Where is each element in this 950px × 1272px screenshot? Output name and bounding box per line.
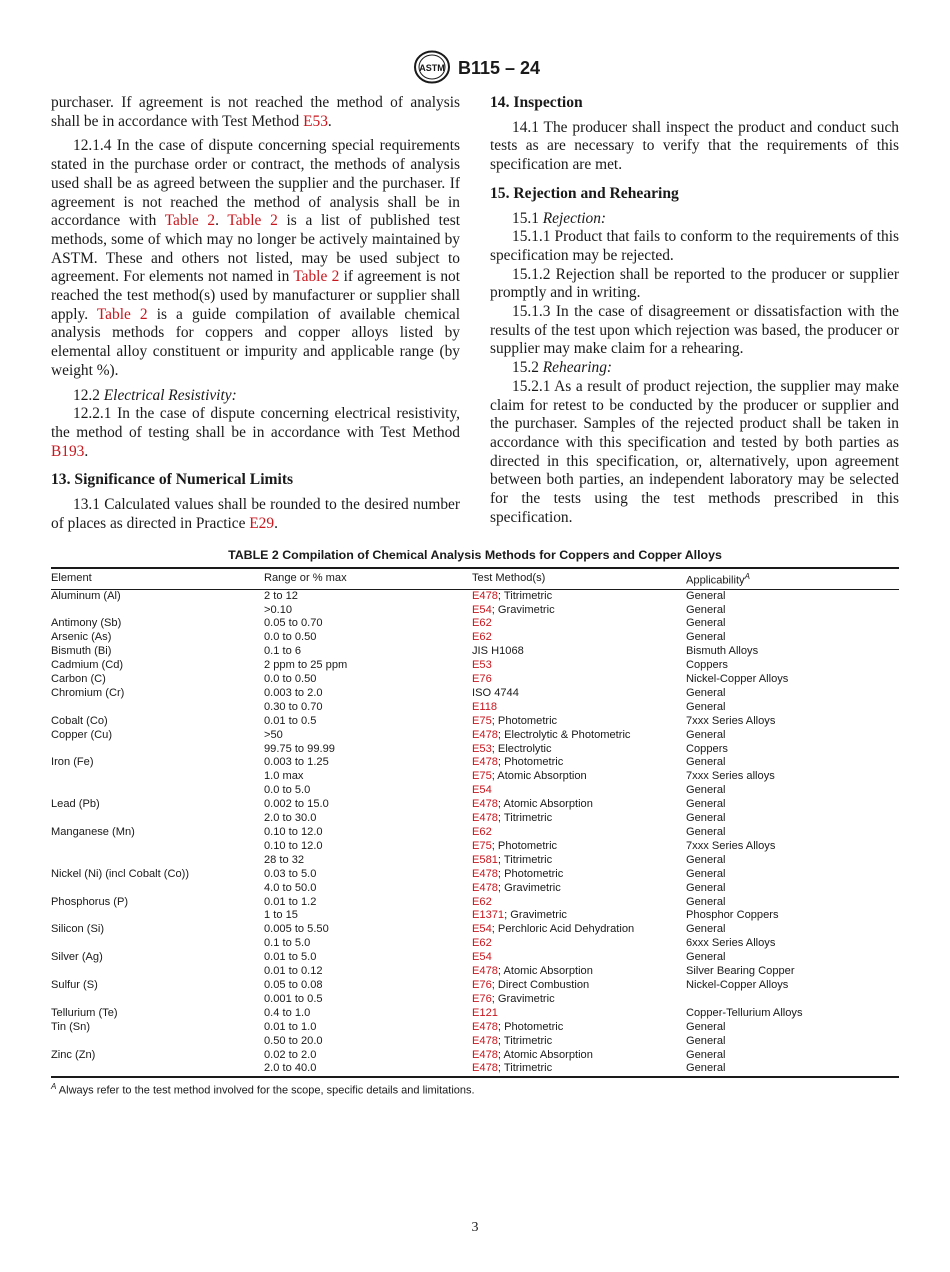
cell-applicability: General: [686, 631, 726, 644]
test-method-description: ; Electrolytic: [491, 742, 552, 755]
test-method-link[interactable]: E54: [472, 923, 492, 936]
table-row: [51, 617, 899, 631]
cell-applicability: General: [686, 951, 726, 964]
table-header-row: [51, 568, 899, 589]
cell-range: 4.0 to 50.0: [264, 881, 317, 894]
header-method: Test Method(s): [472, 568, 686, 589]
cell-method: [472, 770, 686, 784]
cell-method: [472, 993, 686, 1007]
table-row: [51, 812, 899, 826]
test-method-link[interactable]: E478: [472, 867, 498, 880]
cell-element: Cobalt (Co): [51, 714, 108, 727]
table-row: [51, 673, 899, 687]
cell-element: [51, 1062, 264, 1077]
cell-range: 0.05 to 0.08: [264, 978, 323, 991]
paragraph-13-1: 13.1 Calculated values shall be rounded to the desired number of places as directed in Practice E29.: [51, 496, 460, 532]
cell-element: Iron (Fe): [51, 756, 94, 769]
test-method-link[interactable]: E478: [472, 1020, 498, 1033]
test-method-link[interactable]: E478: [472, 798, 498, 811]
cell-method: [472, 645, 686, 659]
test-method-description: ; Photometric: [497, 867, 564, 880]
cell-method: [472, 756, 686, 770]
test-method-link[interactable]: E118: [472, 700, 498, 713]
link-e53[interactable]: E53: [303, 112, 328, 130]
cell-range: 0.0 to 5.0: [264, 784, 311, 797]
test-method-description: ; Photometric: [497, 756, 564, 769]
cell-applicability: Phosphor Coppers: [686, 909, 779, 922]
test-method-link[interactable]: E478: [472, 1062, 498, 1075]
cell-applicability: 7xxx Series Alloys: [686, 839, 776, 852]
cell-element: Nickel (Ni) (incl Cobalt (Co)): [51, 867, 190, 880]
cell-applicability: Coppers: [686, 659, 728, 672]
cell-applicability: Nickel-Copper Alloys: [686, 978, 789, 991]
test-method-link[interactable]: E76: [472, 978, 492, 991]
cell-range: 0.50 to 20.0: [264, 1034, 323, 1047]
page-header: [0, 50, 950, 86]
table-row: [51, 715, 899, 729]
cell-range: 0.003 to 1.25: [264, 756, 329, 769]
cell-applicability: General: [686, 700, 726, 713]
cell-applicability: General: [686, 1034, 726, 1047]
cell-applicability: Coppers: [686, 742, 728, 755]
cell-method: [472, 951, 686, 965]
cell-element: [51, 937, 264, 951]
table-row: [51, 701, 899, 715]
test-method-link[interactable]: E62: [472, 617, 492, 630]
cell-range: 0.003 to 2.0: [264, 686, 323, 699]
cell-method: [472, 729, 686, 743]
cell-method: [472, 826, 686, 840]
cell-applicability: Copper-Tellurium Alloys: [686, 1006, 803, 1019]
section-15-heading: 15. Rejection and Rehearing: [490, 184, 679, 202]
cell-range: 0.1 to 6: [264, 645, 302, 658]
cell-element: Phosphorus (P): [51, 895, 129, 908]
cell-method: [472, 701, 686, 715]
table-row: [51, 631, 899, 645]
cell-applicability: General: [686, 853, 726, 866]
table-title: TABLE 2 Compilation of Chemical Analysis Methods for Coppers and Copper Alloys: [228, 548, 722, 562]
table-row: [51, 659, 899, 673]
test-method-description: ; Perchloric Acid Dehydration: [491, 923, 635, 936]
test-method-description: ; Atomic Absorption: [497, 798, 593, 811]
paragraph-15-2: 15.2 Rehearing:: [512, 359, 613, 377]
table-row: [51, 868, 899, 882]
table-row: [51, 756, 899, 770]
test-method-description: ; Electrolytic & Photometric: [497, 728, 631, 741]
paragraph-12-1-4: 12.1.4 In the case of dispute concerning special requirements stated in the purchase order or contract, the methods of analysis used shall be as agreed between the supplier and the purchaser. If agreement is not reached the method of analysis shall be in accordance with Table 2. Table 2 is a list of published test methods, some of which may no longer be actively maintained by ASTM. These and others not listed, may be used subject to agreement. For elements not named in Table 2 if agreement is not reached the test method(s) used by manufacturer or supplier shall apply. Table 2 is a guide compilation of available chemical analysis methods for coppers and copper alloys listed by elemental alloy constituent or impurity and applicable range (by weight %).: [51, 137, 460, 379]
table-row: [51, 896, 899, 910]
test-method-description: ; Photometric: [497, 1020, 564, 1033]
test-method-link[interactable]: E54: [472, 784, 492, 797]
paragraph-15-1-3: 15.1.3 In the case of disagreement or dissatisfaction with the results of the test upon which rejection was based, the producer or supplier may make claim for a rehearing.: [490, 303, 899, 358]
link-b193[interactable]: B193: [51, 442, 85, 460]
paragraph-15-1-2: 15.1.2 Rejection shall be reported to the producer or supplier promptly and in writing.: [490, 265, 899, 302]
test-method-description: ; Gravimetric: [497, 881, 561, 894]
analysis-methods-table: [51, 567, 899, 1078]
table-row: [51, 770, 899, 784]
cell-method: [472, 784, 686, 798]
test-method-link[interactable]: E53: [472, 742, 492, 755]
table-2: [51, 548, 899, 1097]
cell-range: 0.01 to 1.0: [264, 1020, 317, 1033]
test-method-description: ; Gravimetric: [491, 603, 555, 616]
link-table-2[interactable]: Table 2: [227, 212, 278, 230]
cell-method: [472, 715, 686, 729]
cell-element: [51, 784, 264, 798]
paragraph-12-2: 12.2 Electrical Resistivity:: [73, 386, 237, 404]
section-13-heading: 13. Significance of Numerical Limits: [51, 471, 294, 489]
cell-element: [51, 854, 264, 868]
cell-range: 0.05 to 0.70: [264, 617, 323, 630]
cell-element: [51, 812, 264, 826]
table-row: [51, 687, 899, 701]
cell-range: 0.10 to 12.0: [264, 826, 323, 838]
cell-element: Aluminum (Al): [51, 589, 121, 602]
cell-applicability: General: [686, 1062, 899, 1077]
test-method-link[interactable]: E76: [472, 673, 492, 686]
table-row: [51, 826, 899, 840]
test-method-link[interactable]: E54: [472, 603, 492, 616]
table-body: [51, 589, 899, 1077]
table-row: [51, 951, 899, 965]
cell-range: 28 to 32: [264, 853, 305, 866]
cell-method: [472, 1035, 686, 1049]
cell-applicability: Silver Bearing Copper: [686, 965, 795, 978]
cell-range: 1 to 15: [264, 909, 298, 922]
cell-applicability: General: [686, 686, 726, 699]
test-method-description: ; Titrimetric: [497, 853, 553, 866]
table-row: [51, 965, 899, 979]
cell-range: 0.03 to 5.0: [264, 867, 317, 880]
cell-range: 0.01 to 0.5: [264, 714, 317, 727]
cell-element: [51, 770, 264, 784]
cell-method: [472, 965, 686, 979]
cell-element: Bismuth (Bi): [51, 645, 112, 658]
cell-method: [472, 812, 686, 826]
cell-method: [472, 854, 686, 868]
table-footnote: $^A$ Always refer to the test method involved for the scope, specific details and limitations.: [51, 1082, 475, 1097]
cell-range: 2 ppm to 25 ppm: [264, 659, 348, 672]
test-method-link[interactable]: E62: [472, 937, 492, 950]
table-row: [51, 840, 899, 854]
cell-element: Manganese (Mn): [51, 826, 135, 838]
left-column: [51, 94, 460, 533]
cell-range: 2.0 to 30.0: [264, 812, 317, 825]
test-method-description: ; Direct Combustion: [491, 978, 590, 991]
paragraph-15-1: 15.1 Rejection:: [512, 209, 607, 227]
cell-range: 0.02 to 2.0: [264, 1048, 317, 1061]
table-row: [51, 1062, 899, 1077]
table-row: [51, 784, 899, 798]
test-method-description: ; Gravimetric: [491, 992, 555, 1005]
cell-method: [472, 743, 686, 757]
cell-applicability: [686, 993, 899, 1007]
cell-element: Silicon (Si): [51, 923, 105, 936]
table-row: [51, 645, 899, 659]
cell-element: [51, 701, 264, 715]
cell-method: [472, 909, 686, 923]
cell-element: [51, 1035, 264, 1049]
cell-range: 2.0 to 40.0: [264, 1062, 472, 1077]
document-designation: B115 – 24: [458, 58, 541, 78]
test-method-description: ; Titrimetric: [497, 589, 553, 602]
cell-applicability: General: [686, 1048, 726, 1061]
cell-applicability: General: [686, 1020, 726, 1033]
cell-applicability: General: [686, 881, 726, 894]
paragraph-12-1-3-continued: purchaser. If agreement is not reached the method of analysis shall be in accordance with Test Method E53.: [51, 94, 460, 130]
cell-element: [51, 909, 264, 923]
cell-method: [472, 1049, 686, 1063]
right-column: [490, 94, 899, 527]
cell-applicability: General: [686, 603, 726, 616]
paragraph-14-1: 14.1 The producer shall inspect the product and conduct such tests as are necessary to verify that the requirements of this specification are met.: [490, 118, 899, 174]
cell-element: Lead (Pb): [51, 798, 100, 811]
test-method-link[interactable]: E478: [472, 1048, 498, 1061]
cell-applicability: Nickel-Copper Alloys: [686, 673, 789, 686]
header-range: Range or % max: [264, 568, 472, 589]
test-method-link[interactable]: E478: [472, 728, 498, 741]
cell-method: [472, 1021, 686, 1035]
table-row: [51, 1049, 899, 1063]
cell-range: >0.10: [264, 603, 293, 616]
cell-applicability: General: [686, 812, 726, 825]
cell-element: [51, 743, 264, 757]
cell-range: 0.0 to 0.50: [264, 631, 317, 644]
table-row: [51, 589, 899, 603]
link-table-2[interactable]: Table 2: [293, 268, 340, 286]
cell-applicability: General: [686, 798, 726, 811]
cell-element: [51, 965, 264, 979]
test-method-link[interactable]: E62: [472, 826, 492, 838]
cell-method: [472, 589, 686, 603]
table-row: [51, 923, 899, 937]
table-row: [51, 993, 899, 1007]
table-row: [51, 1021, 899, 1035]
cell-applicability: General: [686, 923, 726, 936]
test-method-description: ISO 4744: [472, 686, 519, 699]
cell-applicability: Bismuth Alloys: [686, 645, 759, 658]
test-method-link[interactable]: E478: [472, 756, 498, 769]
cell-method: [472, 937, 686, 951]
table-row: [51, 854, 899, 868]
logo-text: ASTM: [419, 63, 445, 73]
cell-element: [51, 840, 264, 854]
test-method-description: ; Titrimetric: [497, 1062, 553, 1075]
test-method-link[interactable]: E76: [472, 992, 492, 1005]
cell-element: [51, 882, 264, 896]
cell-range: 0.10 to 12.0: [264, 839, 323, 852]
test-method-link[interactable]: E478: [472, 965, 498, 978]
cell-method: [472, 868, 686, 882]
test-method-description: ; Photometric: [491, 839, 558, 852]
cell-applicability: 7xxx Series alloys: [686, 770, 775, 783]
test-method-link[interactable]: E1371: [472, 909, 505, 922]
cell-element: Silver (Ag): [51, 951, 103, 964]
cell-applicability: General: [686, 826, 726, 838]
cell-applicability: General: [686, 589, 726, 602]
test-method-link[interactable]: E478: [472, 1034, 498, 1047]
test-method-link[interactable]: E478: [472, 812, 498, 825]
cell-element: Zinc (Zn): [51, 1048, 96, 1061]
test-method-description: ; Titrimetric: [497, 812, 553, 825]
cell-method: [472, 604, 686, 618]
cell-applicability: General: [686, 895, 726, 908]
cell-range: 0.01 to 0.12: [264, 965, 323, 978]
cell-method: [472, 840, 686, 854]
header-element: Element: [51, 568, 264, 589]
table-row: [51, 798, 899, 812]
cell-element: Chromium (Cr): [51, 686, 125, 699]
link-table-2[interactable]: Table 2: [96, 305, 148, 323]
table-row: [51, 1007, 899, 1021]
table-row: [51, 882, 899, 896]
cell-element: Copper (Cu): [51, 728, 113, 741]
cell-range: 0.001 to 0.5: [264, 992, 323, 1005]
test-method-link[interactable]: E75: [472, 714, 492, 727]
test-method-link[interactable]: E75: [472, 839, 492, 852]
table-row: [51, 937, 899, 951]
cell-range: 0.01 to 5.0: [264, 951, 317, 964]
cell-element: [51, 604, 264, 618]
cell-applicability: General: [686, 784, 726, 797]
cell-method: [472, 798, 686, 812]
cell-applicability: General: [686, 756, 726, 769]
test-method-description: ; Atomic Absorption: [497, 965, 593, 978]
test-method-description: ; Atomic Absorption: [497, 1048, 593, 1061]
paragraph-12-2-1: 12.2.1 In the case of dispute concerning electrical resistivity, the method of testing shall be in accordance with Test Method B193.: [51, 405, 460, 460]
cell-method: [472, 1062, 686, 1077]
test-method-link[interactable]: E478: [472, 881, 498, 894]
cell-applicability: General: [686, 728, 726, 741]
test-method-description: ; Atomic Absorption: [491, 770, 587, 783]
cell-range: 0.1 to 5.0: [264, 937, 311, 950]
cell-element: Tellurium (Te): [51, 1006, 118, 1019]
cell-element: Cadmium (Cd): [51, 659, 124, 672]
astm-logo-icon: [413, 50, 451, 89]
test-method-link[interactable]: E75: [472, 770, 492, 783]
section-14-heading: 14. Inspection: [490, 94, 583, 111]
cell-applicability: 6xxx Series Alloys: [686, 937, 776, 950]
paragraph-15-2-1: 15.2.1 As a result of product rejection, the supplier may make claim for retest to be conducted by the producer or supplier and the purchaser. Samples of the rejected product shall be taken in accordance with this specification and tested by both parties as directed in this specification, or, alternatively, upon agreement between both parties, an independent laboratory may be selected for the tests using the test methods prescribed in this specification.: [490, 377, 899, 526]
cell-method: [472, 617, 686, 631]
test-method-link[interactable]: E54: [472, 951, 492, 964]
table-row: [51, 909, 899, 923]
link-e29[interactable]: E29: [249, 514, 275, 532]
cell-element: [51, 993, 264, 1007]
cell-element: Tin (Sn): [51, 1020, 91, 1033]
table-row: [51, 743, 899, 757]
test-method-link[interactable]: E53: [472, 659, 492, 672]
page-number: 3: [471, 1220, 479, 1235]
cell-range: 0.005 to 5.50: [264, 923, 329, 936]
test-method-description: JIS H1068: [472, 645, 524, 658]
cell-element: Antimony (Sb): [51, 617, 122, 630]
cell-range: 0.0 to 0.50: [264, 673, 317, 686]
cell-method: [472, 882, 686, 896]
test-method-link[interactable]: E581: [472, 853, 498, 866]
test-method-link[interactable]: E478: [472, 589, 498, 602]
cell-range: 0.002 to 15.0: [264, 798, 329, 811]
table-row: [51, 729, 899, 743]
cell-range: 0.01 to 1.2: [264, 895, 317, 908]
paragraph-15-1-1: 15.1.1 Product that fails to conform to the requirements of this specification may be rejected.: [490, 228, 899, 264]
cell-element: Arsenic (As): [51, 631, 112, 644]
test-method-link[interactable]: E121: [472, 1006, 498, 1019]
cell-method: [472, 1007, 686, 1021]
cell-range: 0.30 to 0.70: [264, 700, 323, 713]
cell-method: [472, 673, 686, 687]
cell-method: [472, 687, 686, 701]
table-row: [51, 604, 899, 618]
cell-applicability: General: [686, 617, 726, 630]
table-row: [51, 1035, 899, 1049]
cell-range: 1.0 max: [264, 770, 304, 783]
test-method-description: ; Photometric: [491, 714, 558, 727]
cell-element: Sulfur (S): [51, 978, 98, 991]
cell-method: [472, 923, 686, 937]
cell-range: >50: [264, 728, 283, 741]
cell-range: 0.4 to 1.0: [264, 1006, 311, 1019]
cell-method: [472, 979, 686, 993]
cell-element: Carbon (C): [51, 673, 106, 686]
cell-method: [472, 896, 686, 910]
cell-range: 99.75 to 99.99: [264, 742, 335, 755]
cell-method: [472, 631, 686, 645]
link-table-2[interactable]: Table 2: [164, 212, 216, 230]
header-applicability: Applicability$^A$: [686, 568, 899, 589]
test-method-link[interactable]: E62: [472, 895, 492, 908]
table-row: [51, 979, 899, 993]
cell-applicability: 7xxx Series Alloys: [686, 714, 776, 727]
cell-applicability: General: [686, 867, 726, 880]
test-method-description: ; Titrimetric: [497, 1034, 553, 1047]
test-method-description: ; Gravimetric: [504, 909, 567, 922]
cell-method: [472, 659, 686, 673]
test-method-link[interactable]: E62: [472, 631, 492, 644]
cell-range: 2 to 12: [264, 589, 298, 602]
